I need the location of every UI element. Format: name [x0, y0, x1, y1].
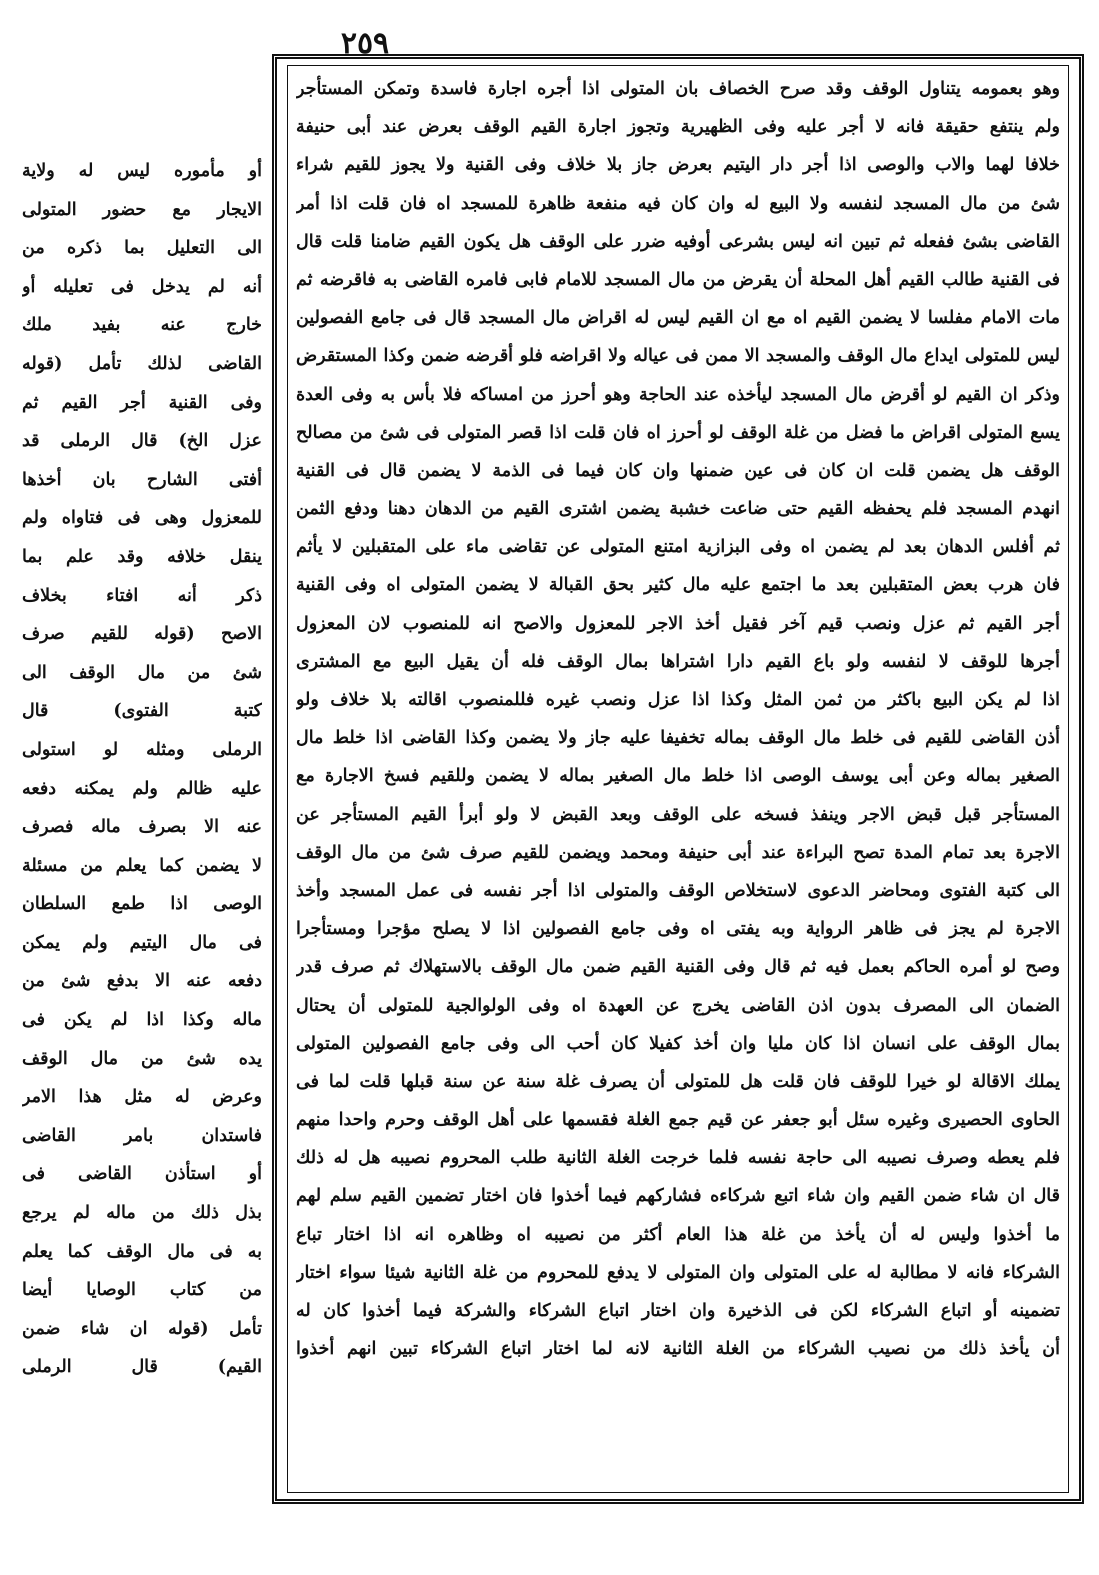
margin-text-line: شئ من مال الوقف الى — [22, 662, 262, 683]
margin-text-line: أو استأذن القاضى فى — [22, 1164, 262, 1185]
margin-text-line: عزل الخ) قال الرملى قد — [22, 431, 262, 452]
margin-text-line: كتبة الفتوى) قال — [22, 701, 262, 722]
main-text-line: المستأجر قبل قبض الاجر وينفذ فسخه على الوقف وبعد القبض لا ولو أبرأ القيم المستأجر عن — [296, 804, 1060, 825]
margin-text-line: أفتى الشارح بان أخذها — [22, 469, 262, 490]
margin-text-line: أنه لم يدخل فى تعليله أو — [22, 276, 262, 297]
main-text-line: مات الامام مفلسا لا يضمن القيم اه مع ان القيم ليس له اقراض مال المسجد قال فى جامع الفصولين — [296, 308, 1060, 329]
margin-text-line: عنه الا بصرف ماله فصرف — [22, 817, 262, 838]
main-text-line: القاضى بشئ ففعله ثم تبين انه ليس بشرعى أوفيه ضرر على الوقف هل يكون القيم ضامنا قلت قال — [296, 231, 1060, 252]
margin-text-line: أو مأموره ليس له ولاية — [22, 161, 262, 181]
main-text-line: الضمان الى المصرف بدون اذن القاضى يخرج عن العهدة اه وفى الولوالجية للمتولى أن يحتال — [296, 995, 1060, 1016]
main-text-line: انهدم المسجد فلم يحفظه القيم حتى ضاعت خشبة يضمن اشترى القيم من الدهان دهنا ودفع الثمن — [296, 499, 1060, 520]
page-number: ٢٥٩ — [340, 26, 390, 61]
margin-text-line: القاضى لذلك تأمل (قوله — [22, 353, 262, 374]
main-text-line: فلم يعطه وصرف نصيبه الى حاجة نفسه فلما خرجت الغلة الثانية طلب المحروم نصيبه هل له ذلك — [296, 1148, 1060, 1169]
main-text-line: ليس للمتولى ايداع مال الوقف والمسجد الا ممن فى عياله ولا اقراضه فلو أقرضه ضمن وكذا المستقرض — [296, 346, 1060, 367]
main-text-frame-inner — [287, 65, 1069, 1493]
main-text-line: خلافا لهما والاب والوصى اذا أجر دار اليتيم بعرض جاز بلا خلاف وفى القنية ولا يجوز للقيم شراء — [296, 155, 1060, 176]
margin-text-line: من كتاب الوصايا أيضا — [22, 1280, 262, 1301]
margin-text-line: عليه ظالم ولم يمكنه دفعه — [22, 778, 262, 799]
main-text-line: الاجرة لم يجز فى ظاهر الرواية وبه يفتى اه وفى جامع الفصولين اذا لا يصلح مؤجرا ومستأجرا — [296, 919, 1060, 940]
margin-text-line: به فى مال الوقف كما يعلم — [22, 1241, 262, 1262]
main-text-line: يسع المتولى اقراض ما فضل من غلة الوقف لو أحرز اه فان قلت اذا قصر المتولى فى شئ من مصالح — [296, 422, 1060, 443]
margin-text-line: القيم) قال الرملى — [22, 1357, 262, 1378]
main-text-line: أجرها للوقف لا لنفسه ولو باع القيم دارا اشتراها بمال الوقف فله أن يقيل البيع مع المشترى — [296, 651, 1060, 672]
main-text-line: وهو بعمومه يتناول الوقف وقد صرح الخصاف بان المتولى اذا أجره اجارة فاسدة وتمكن المستأجر — [296, 79, 1060, 99]
main-text-line: الاجرة بعد تمام المدة تصح البراءة عند أبى حنيفة ومحمد ويضمن للقيم صرف شئ من مال الوقف — [296, 842, 1060, 863]
margin-text-line: خارج عنه بفيد ملك — [22, 315, 262, 336]
margin-text-line: فى مال اليتيم ولم يمكن — [22, 932, 262, 953]
margin-text-line: للمعزول وهى فى فتاواه ولم — [22, 508, 262, 529]
main-text-line: وصح لو أمره الحاكم بعمل فيه ثم قال وفى القنية القيم ضمن مال الوقف بالاستهلاك ثم صرف قدر — [296, 957, 1060, 978]
main-text-line: أجر القيم ثم عزل ونصب قيم آخر فقيل أخذ الاجر للمعزول والاصح انه للمنصوب لان المعزول — [296, 613, 1060, 634]
margin-text-line: ماله وكذا اذا لم يكن فى — [22, 1010, 262, 1031]
main-text-line: فى القنية طالب القيم أهل المحلة أن يقرض من مال المسجد للامام فابى فامره القاضى به فاقرضه ثم — [296, 269, 1060, 290]
margin-text-line: الى التعليل بما ذكره من — [22, 238, 262, 259]
main-text-line: تضمينه أو اتباع الشركاء لكن فى الذخيرة وان اختار اتباع الشركاء والشركة فيما أخذوا كان له — [296, 1301, 1060, 1321]
margin-text-line: الرملى ومثله لو استولى — [22, 739, 262, 760]
margin-text-line: ينقل خلافه وقد علم بما — [22, 546, 262, 567]
main-text-line: الشركاء فانه لا مطالبة له على المتولى وان المتولى لا يدفع للمحروم من غلة الثانية شيئا سواء اختار — [296, 1262, 1060, 1283]
main-text-line: الصغير بماله وعن أبى يوسف الوصى اذا خلط مال الصغير بماله لا يضمن وللقيم فسخ الاجارة مع — [296, 766, 1060, 787]
main-text-line: وذكر ان القيم لو أقرض مال المسجد ليأخذه عند الحاجة وهو أحرز من امساكه فلا بأس به وفى العدة — [296, 384, 1060, 405]
main-text-frame — [272, 54, 1084, 1504]
margin-text-line: بذل ذلك من ماله لم يرجع — [22, 1203, 262, 1224]
main-text-line: فان هرب بعض المتقبلين بعد ما اجتمع عليه مال كثير بحق القبالة لا يضمن المتولى اه وفى القنية — [296, 575, 1060, 596]
main-text-line: اذا لم يكن البيع باكثر من ثمن المثل وكذا اذا عزل ونصب غيره فللمنصوب اقالته بلا خلاف ولو — [296, 690, 1060, 710]
margin-text-line: وعرض له مثل هذا الامر — [22, 1087, 262, 1108]
main-text-body — [296, 70, 1060, 1368]
margin-text-line: وفى القنية أجر القيم ثم — [22, 392, 262, 413]
main-text-line: يملك الاقالة لو خيرا للوقف فان قلت هل للمتولى أن يصرف غلة سنة عن سنة قبلها قلت لما فى — [296, 1071, 1060, 1092]
margin-commentary — [22, 152, 262, 1387]
main-text-line: أن يأخذ ذلك من نصيب الشركاء من الغلة الثانية لانه لما اختار اتباع الشركاء تبين انهم أخذوا — [296, 1339, 1060, 1360]
margin-text-line: الوصى اذا طمع السلطان — [22, 894, 262, 915]
main-text-line: الى كتبة الفتوى ومحاضر الدعوى لاستخلاص الوقف والمتولى اذا أجر نفسه فى عمل المسجد وأخذ — [296, 880, 1060, 901]
margin-text-line: تأمل (قوله ان شاء ضمن — [22, 1318, 262, 1339]
main-text-line: الوقف هل يضمن قلت ان كان فى عين ضمنها وان كان فيما فى الذمة لا يضمن قال فى القنية — [296, 460, 1060, 481]
main-text-line: بمال الوقف على انسان اذا كان مليا وان أخذ كفيلا كان أحب الى وفى جامع الفصولين المتولى — [296, 1033, 1060, 1054]
margin-text-line: ذكر أنه افتاء بخلاف — [22, 585, 262, 606]
margin-text-line: يده شئ من مال الوقف — [22, 1048, 262, 1069]
margin-text-line: فاستدان بامر القاضى — [22, 1125, 262, 1146]
main-text-line: أذن القاضى للقيم فى خلط مال الوقف بماله تخفيفا عليه جاز ولا يضمن وكذا القاضى اذا خلط مال — [296, 728, 1060, 749]
main-text-line: ولم ينتفع حقيقة فانه لا أجر عليه وفى الظهيرية وتجوز اجارة القيم الوقف بعرض عند أبى حنيفة — [296, 117, 1060, 138]
margin-text-line: الاصح (قوله للقيم صرف — [22, 624, 262, 645]
main-text-line: ما أخذوا وليس له أن يأخذ من غلة هذا العام أكثر من نصيبه اه وظاهره انه اذا اختار تباع — [296, 1224, 1060, 1245]
main-text-line: شئ من مال المسجد لنفسه ولا البيع له وان كان فيه منفعة ظاهرة للمسجد اه فان قلت اذا أمر — [296, 193, 1060, 214]
main-text-line: الحاوى الحصيرى وغيره سئل أبو جعفر عن قيم جمع الغلة فقسمها على أهل الوقف وحرم واحدا منهم — [296, 1110, 1060, 1131]
main-text-line: قال ان شاء ضمن القيم وان شاء اتبع شركاءه فشاركهم فيما أخذوا فان اختار تضمين القيم سلم لهم — [296, 1186, 1060, 1207]
main-text-line: ثم أفلس الدهان بعد لم يضمن اه وفى البزازية امتنع المتولى عن تقاضى ماء على المتقبلين لا يأثم — [296, 537, 1060, 558]
margin-text-line: دفعه عنه الا بدفع شئ من — [22, 971, 262, 992]
margin-text-line: لا يضمن كما يعلم من مسئلة — [22, 855, 262, 876]
margin-text-line: الايجار مع حضور المتولى — [22, 199, 262, 220]
